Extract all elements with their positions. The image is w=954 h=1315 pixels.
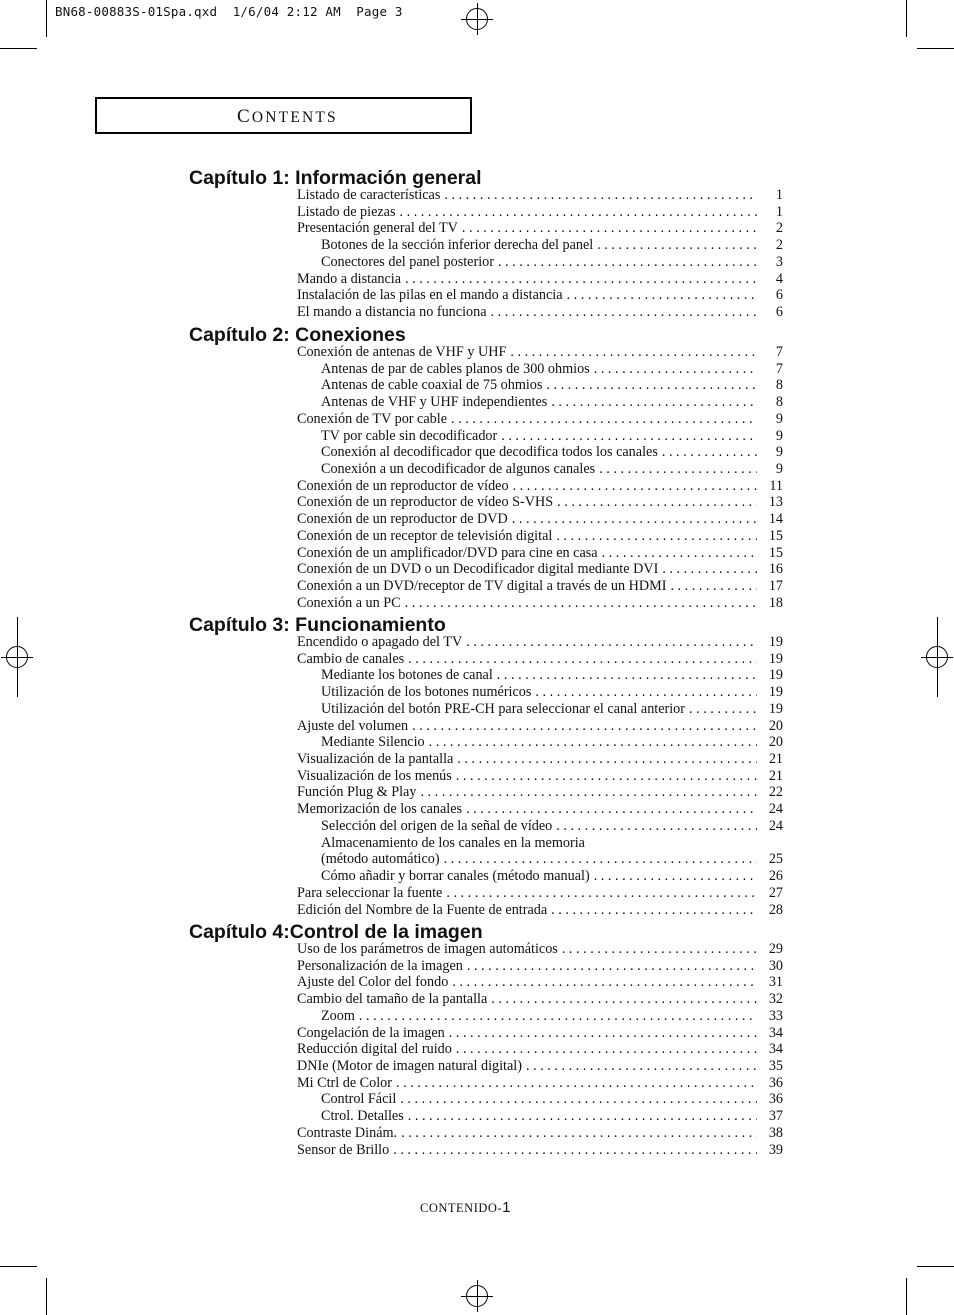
toc-page-number: 21 <box>768 751 783 768</box>
toc-page-number: 38 <box>768 1124 783 1141</box>
toc-entry-title: Visualización de la pantalla <box>297 751 454 768</box>
toc-subentry <box>321 361 783 377</box>
toc-subentry <box>321 1008 783 1024</box>
toc-leader-dots <box>408 1108 757 1124</box>
crop-mark-bl-v <box>46 1278 47 1315</box>
toc-page-number: 25 <box>768 851 783 868</box>
toc-page-number: 36 <box>768 1074 783 1091</box>
toc-leader-dots <box>420 784 757 800</box>
toc-page-number: 34 <box>768 1024 783 1041</box>
toc-entry <box>297 1075 783 1091</box>
toc-entry-title: Conexión de antenas de VHF y UHF <box>297 344 507 360</box>
toc-leader-dots <box>662 561 757 577</box>
registration-line-left <box>17 617 18 697</box>
toc-leader-dots <box>497 667 757 683</box>
toc-page-number: 19 <box>768 700 783 717</box>
toc-subentry <box>321 851 783 867</box>
toc-page-number: 36 <box>768 1091 783 1108</box>
toc-page-number: 15 <box>768 527 783 544</box>
crop-mark-tr-h <box>917 48 954 49</box>
toc-leader-dots <box>452 974 757 990</box>
toc-page-number: 6 <box>775 287 783 304</box>
toc-page-number: 22 <box>768 784 783 801</box>
toc-entry-title: Mediante Silencio <box>321 734 425 751</box>
toc-entry-title: Conexión de un reproductor de vídeo <box>297 477 509 494</box>
toc-entry-title: Conexión de un receptor de televisión digital <box>297 527 553 544</box>
toc-subentry <box>321 868 783 884</box>
crop-mark-br-h <box>917 1266 954 1267</box>
toc-subentry <box>321 377 783 393</box>
toc-page-number: 9 <box>775 461 783 478</box>
toc-page-number: 9 <box>775 427 783 444</box>
toc-entry <box>297 271 783 287</box>
toc-page-number: 19 <box>768 634 783 650</box>
crop-mark-tl-h <box>0 48 37 49</box>
toc-leader-dots <box>444 187 757 203</box>
toc-entry-title: Función Plug & Play <box>297 784 417 801</box>
toc-entry-title: Botones de la sección inferior derecha del panel <box>321 237 594 254</box>
toc-entry-title: Conexión de un amplificador/DVD para cine en casa <box>297 544 598 561</box>
toc-page-number: 7 <box>775 344 783 360</box>
toc-entry <box>297 651 783 667</box>
contents-title <box>237 106 338 128</box>
toc-entry-title: Antenas de cable coaxial de 75 ohmios <box>321 377 543 394</box>
toc-entry-title: Control Fácil <box>321 1091 397 1108</box>
toc-entry <box>297 304 783 320</box>
toc-entry <box>297 1025 783 1041</box>
toc-entry <box>297 991 783 1007</box>
toc-subentry <box>321 461 783 477</box>
toc-page-number: 19 <box>768 667 783 684</box>
toc-entry-title: Listado de piezas <box>297 203 396 220</box>
toc-page-number: 26 <box>768 868 783 885</box>
toc-page-number: 30 <box>768 957 783 974</box>
toc-entry <box>297 478 783 494</box>
toc-entry <box>297 1058 783 1074</box>
chapter-heading: Capítulo 3: Funcionamiento <box>189 614 446 636</box>
contents-header-box <box>95 97 472 134</box>
toc-page-number: 2 <box>775 237 783 254</box>
toc-entry-title: Uso de los parámetros de imagen automáticos <box>297 941 558 957</box>
toc-entry <box>297 902 783 918</box>
toc-leader-dots <box>535 684 757 700</box>
toc-page-number: 18 <box>768 594 783 611</box>
toc-entry-title: Conexión de un reproductor de vídeo S-VHS <box>297 494 554 511</box>
toc-page-number: 9 <box>775 444 783 461</box>
crop-mark-tl-v <box>46 0 47 37</box>
toc-entry <box>297 220 783 236</box>
toc-page-number: 34 <box>768 1041 783 1058</box>
toc-subentry <box>321 444 783 460</box>
toc-entry <box>297 958 783 974</box>
chapter-heading: Capítulo 4:Control de la imagen <box>189 921 483 943</box>
toc-entry-title: Conexión de un reproductor de DVD <box>297 511 508 528</box>
toc-leader-dots <box>466 634 757 650</box>
toc-leader-dots <box>456 768 757 784</box>
toc-subentry <box>321 394 783 410</box>
toc-subentry <box>321 835 783 851</box>
toc-page-number: 35 <box>768 1058 783 1075</box>
toc-subentry <box>321 1091 783 1107</box>
toc-entry <box>297 204 783 220</box>
toc-page-number: 7 <box>775 360 783 377</box>
toc-entry-title: Antenas de par de cables planos de 300 ohmios <box>321 360 590 377</box>
toc-page-number: 8 <box>775 377 783 394</box>
registration-mark-top-icon <box>466 8 488 30</box>
toc-entry-title: Utilización del botón PRE-CH para seleccionar el canal anterior <box>321 700 686 717</box>
toc-leader-dots <box>513 478 757 494</box>
toc-entry <box>297 1125 783 1141</box>
toc-entry-title: El mando a distancia no funciona <box>297 304 487 321</box>
toc-entry-title: Visualización de los menús <box>297 767 452 784</box>
toc-entry <box>297 1142 783 1158</box>
toc-entry <box>297 768 783 784</box>
toc-subentry <box>321 734 783 750</box>
toc-subentry <box>321 667 783 683</box>
toc-entry-title: Encendido o apagado del TV <box>297 634 463 650</box>
footer-page-number: 1 <box>502 1199 511 1216</box>
toc-entry <box>297 885 783 901</box>
toc-leader-dots <box>393 1142 757 1158</box>
toc-entry <box>297 411 783 427</box>
toc-entry-title: Mediante los botones de canal <box>321 667 493 684</box>
toc-leader-dots <box>556 528 757 544</box>
toc-page-number: 33 <box>768 1007 783 1024</box>
toc-page-number: 1 <box>775 203 783 220</box>
toc-entry-title: Ajuste del volumen <box>297 717 409 734</box>
registration-line-right <box>937 617 938 697</box>
toc-subentry <box>321 684 783 700</box>
toc-leader-dots <box>456 1041 757 1057</box>
toc-entry <box>297 344 783 360</box>
toc-subentry <box>321 254 783 270</box>
toc-entry-title: DNIe (Motor de imagen natural digital) <box>297 1058 522 1075</box>
crop-mark-br-v <box>906 1278 907 1315</box>
toc-leader-dots <box>670 578 757 594</box>
toc-leader-dots <box>491 304 757 320</box>
toc-leader-dots <box>546 377 757 393</box>
toc-entry-title: Selección del origen de la señal de vídeo <box>321 817 553 834</box>
toc-leader-dots <box>467 958 757 974</box>
toc-entry-title: Sensor de Brillo <box>297 1141 390 1158</box>
toc-leader-dots <box>451 411 757 427</box>
toc-page-number: 1 <box>775 187 783 203</box>
toc-leader-dots <box>449 1025 757 1041</box>
toc-entry-title: Congelación de la imagen <box>297 1024 445 1041</box>
toc-entry <box>297 528 783 544</box>
toc-page-number: 13 <box>768 494 783 511</box>
toc-entry-title: Personalización de la imagen <box>297 957 463 974</box>
toc-leader-dots <box>412 718 757 734</box>
toc-entry <box>297 634 783 650</box>
toc-entry-title: Contraste Dinám. <box>297 1124 398 1141</box>
toc-entry-title: Memorización de los canales <box>297 801 463 818</box>
toc-leader-dots <box>446 885 757 901</box>
toc-page-number: 9 <box>775 410 783 427</box>
toc-page-number: 24 <box>768 801 783 818</box>
toc-entry <box>297 561 783 577</box>
toc-leader-dots <box>401 1125 757 1141</box>
toc-entry-title: TV por cable sin decodificador <box>321 427 498 444</box>
toc-entry-title: Listado de características <box>297 187 441 203</box>
toc-leader-dots <box>594 361 757 377</box>
toc-leader-dots <box>359 1008 757 1024</box>
toc-leader-dots <box>597 237 757 253</box>
toc-leader-dots <box>498 254 757 270</box>
toc-leader-dots <box>599 461 757 477</box>
toc-entry-title: Conexión a un PC <box>297 594 401 611</box>
toc-leader-dots <box>462 220 757 236</box>
toc-entry-title: Para seleccionar la fuente <box>297 884 443 901</box>
toc-subentry <box>321 428 783 444</box>
toc-subentry <box>321 1108 783 1124</box>
toc-subentry <box>321 818 783 834</box>
toc-entry <box>297 801 783 817</box>
toc-entry-title: Antenas de VHF y UHF independientes <box>321 394 548 411</box>
toc-page-number: 32 <box>768 991 783 1008</box>
contents-title-cap: C <box>237 106 252 127</box>
toc-entry-title: Instalación de las pilas en el mando a distancia <box>297 287 563 304</box>
toc-page-number: 4 <box>775 270 783 287</box>
toc-page-number: 14 <box>768 511 783 528</box>
toc-entry-title: Conexión de TV por cable <box>297 410 447 427</box>
toc-entry-title: Utilización de los botones numéricos <box>321 684 532 701</box>
toc-leader-dots <box>510 344 757 360</box>
toc-page-number: 31 <box>768 974 783 991</box>
toc-leader-dots <box>408 651 757 667</box>
toc-entry-title: Almacenamiento de los canales en la memoria <box>321 834 585 851</box>
toc-leader-dots <box>551 394 757 410</box>
toc-page-number: 27 <box>768 884 783 901</box>
toc-entry-title: Edición del Nombre de la Fuente de entrada <box>297 901 548 918</box>
registration-mark-bottom-icon <box>466 1285 488 1307</box>
toc-page-number: 39 <box>768 1141 783 1158</box>
toc-page-number: 19 <box>768 650 783 667</box>
toc-leader-dots <box>526 1058 757 1074</box>
toc-page-number: 2 <box>775 220 783 237</box>
crop-mark-bl-h <box>0 1266 37 1267</box>
toc-entry-title: Conexión a un DVD/receptor de TV digital a través de un HDMI <box>297 578 667 595</box>
toc-page-number: 8 <box>775 394 783 411</box>
toc-leader-dots <box>562 941 757 957</box>
toc-leader-dots <box>512 511 757 527</box>
toc-leader-dots <box>501 428 757 444</box>
toc-leader-dots <box>556 818 757 834</box>
toc-subentry <box>321 237 783 253</box>
toc-entry <box>297 511 783 527</box>
toc-page-number: 21 <box>768 767 783 784</box>
toc-entry-title: Zoom <box>321 1007 355 1024</box>
toc-entry-title: Cambio de canales <box>297 650 405 667</box>
toc-entry <box>297 578 783 594</box>
toc-entry-title: Cómo añadir y borrar canales (método manual) <box>321 868 590 885</box>
toc-entry <box>297 494 783 510</box>
toc-leader-dots <box>567 287 757 303</box>
toc-entry <box>297 941 783 957</box>
toc-page-number: 37 <box>768 1108 783 1125</box>
toc-page-number: 3 <box>775 253 783 270</box>
toc-leader-dots <box>400 1091 757 1107</box>
toc-leader-dots <box>405 271 757 287</box>
toc-entry-title: Conectores del panel posterior <box>321 253 494 270</box>
toc-leader-dots <box>466 801 757 817</box>
contents-title-rest: ONTENTS <box>251 109 338 126</box>
toc-leader-dots <box>429 734 757 750</box>
toc-entry-title: Mando a distancia <box>297 270 402 287</box>
footer-label: CONTENIDO- <box>420 1201 503 1215</box>
toc-leader-dots <box>405 595 757 611</box>
chapter-heading: Capítulo 1: Información general <box>189 167 482 189</box>
toc-page-number: 17 <box>768 578 783 595</box>
toc-entry <box>297 751 783 767</box>
toc-leader-dots <box>557 494 757 510</box>
toc-leader-dots <box>662 444 757 460</box>
toc-entry <box>297 595 783 611</box>
toc-entry <box>297 287 783 303</box>
toc-leader-dots <box>594 868 757 884</box>
toc-page-number: 16 <box>768 561 783 578</box>
toc-entry-title: Conexión a un decodificador de algunos canales <box>321 461 596 478</box>
chapter-heading: Capítulo 2: Conexiones <box>189 324 406 346</box>
toc-leader-dots <box>551 902 757 918</box>
toc-page-number: 28 <box>768 901 783 918</box>
print-slug: BN68-00883S-01Spa.qxd 1/6/04 2:12 AM Page 3 <box>55 4 403 19</box>
toc-entry-title: (método automático) <box>321 851 440 868</box>
toc-leader-dots <box>491 991 757 1007</box>
toc-leader-dots <box>457 751 757 767</box>
toc-page-number: 15 <box>768 544 783 561</box>
toc-page-number: 20 <box>768 734 783 751</box>
toc-entry-title: Reducción digital del ruido <box>297 1041 452 1058</box>
toc-entry <box>297 187 783 203</box>
toc-leader-dots <box>400 204 758 220</box>
toc-entry-title: Conexión de un DVD o un Decodificador digital mediante DVI <box>297 561 659 578</box>
toc-entry-title: Mi Ctrl de Color <box>297 1074 392 1091</box>
toc-page-number: 19 <box>768 684 783 701</box>
toc-entry <box>297 1041 783 1057</box>
page-footer <box>420 1199 511 1216</box>
toc-page-number: 20 <box>768 717 783 734</box>
toc-page-number: 24 <box>768 817 783 834</box>
toc-entry <box>297 784 783 800</box>
toc-page-number: 11 <box>769 477 783 494</box>
toc-leader-dots <box>602 545 757 561</box>
toc-entry <box>297 718 783 734</box>
toc-subentry <box>321 701 783 717</box>
toc-entry-title: Cambio del tamaño de la pantalla <box>297 991 488 1008</box>
toc-entry <box>297 545 783 561</box>
toc-page-number: 6 <box>775 304 783 321</box>
toc-entry <box>297 974 783 990</box>
toc-leader-dots <box>396 1075 757 1091</box>
toc-entry-title: Ajuste del Color del fondo <box>297 974 449 991</box>
toc-entry-title: Presentación general del TV <box>297 220 458 237</box>
toc-entry-title: Ctrol. Detalles <box>321 1108 404 1125</box>
toc-leader-dots <box>444 851 757 867</box>
toc-page-number: 29 <box>768 941 783 957</box>
crop-mark-tr-v <box>906 0 907 37</box>
toc-entry-title: Conexión al decodificador que decodifica todos los canales <box>321 444 658 461</box>
toc-leader-dots <box>689 701 757 717</box>
